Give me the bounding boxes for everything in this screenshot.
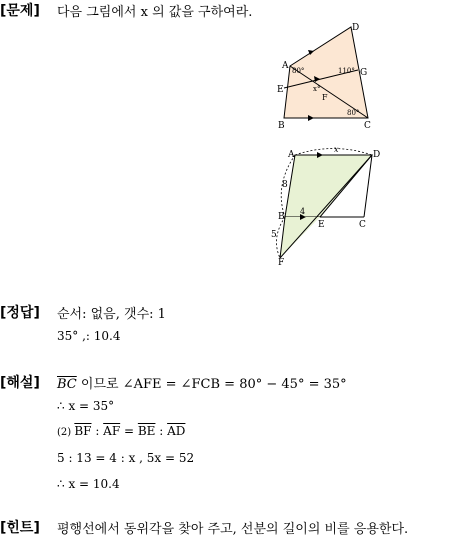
- solution-line-4: 5 : 13 = 4 : x , 5x = 52: [57, 451, 195, 465]
- answer-line-2: 35° ,: 10.4: [57, 329, 121, 343]
- solution-line-1-rest: 이므로 ∠AFE = ∠FCB = 80° − 45° = 35°: [76, 377, 347, 392]
- ratio-sep-1: :: [91, 424, 104, 438]
- segment-bf: $\overline{BF}$: [74, 424, 92, 438]
- fig2-label-b: B: [278, 212, 285, 222]
- fig1-angle-c: 80°: [347, 109, 360, 117]
- fig1-label-f: F: [322, 93, 328, 102]
- fig1-angle-a: 80°: [292, 67, 305, 75]
- ratio-equals: =: [120, 424, 138, 438]
- fig1-label-b: B: [278, 121, 285, 130]
- segment-be: $\overline{BE}$: [137, 424, 156, 438]
- figure-2-parallelogram: [268, 146, 383, 268]
- fig2-length-mid: 4: [300, 207, 306, 216]
- fig2-label-e: E: [318, 220, 325, 230]
- fig1-angle-g: 110°: [338, 67, 355, 75]
- hint-tag: [힌트]: [0, 520, 40, 536]
- fig2-label-f: F: [278, 258, 285, 268]
- fig1-label-d: D: [352, 23, 360, 33]
- solution-tag: [해설]: [0, 375, 40, 391]
- fig1-label-c: C: [364, 121, 371, 130]
- fig2-length-low: 5: [271, 230, 277, 240]
- solution-line-3: [57, 424, 185, 438]
- segment-bc: $\overline{BC}$: [57, 377, 77, 392]
- fig2-length-top: x: [334, 146, 339, 154]
- figure-1-trapezoid: [270, 18, 380, 130]
- solution-line-1: [57, 373, 347, 392]
- fig1-label-a: A: [282, 61, 289, 71]
- fig2-label-c: C: [359, 220, 366, 230]
- answer-tag: [정답]: [0, 305, 40, 321]
- answer-line-1: 순서: 없음, 갯수: 1: [57, 307, 166, 322]
- segment-ad: $\overline{AD}$: [167, 424, 186, 438]
- fig1-label-e: E: [277, 85, 284, 95]
- fig1-label-g: G: [360, 68, 368, 78]
- fig2-label-a: A: [288, 150, 295, 160]
- fig2-length-left: 8: [282, 180, 288, 190]
- solution-line-2: ∴ x = 35°: [57, 399, 115, 413]
- problem-text: 다음 그림에서 x 의 값을 구하여라.: [57, 5, 253, 20]
- segment-af: $\overline{AF}$: [103, 424, 121, 438]
- solution-line-3-prefix: (2): [57, 427, 75, 438]
- ratio-sep-2: :: [155, 424, 168, 438]
- solution-line-5: ∴ x = 10.4: [57, 477, 120, 491]
- fig1-angle-f: x°: [313, 85, 321, 93]
- fig2-label-d: D: [373, 150, 381, 160]
- hint-text: 평행선에서 동위각을 찾아 주고, 선분의 길이의 비를 응용한다.: [57, 522, 409, 537]
- problem-tag: [문제]: [0, 3, 40, 19]
